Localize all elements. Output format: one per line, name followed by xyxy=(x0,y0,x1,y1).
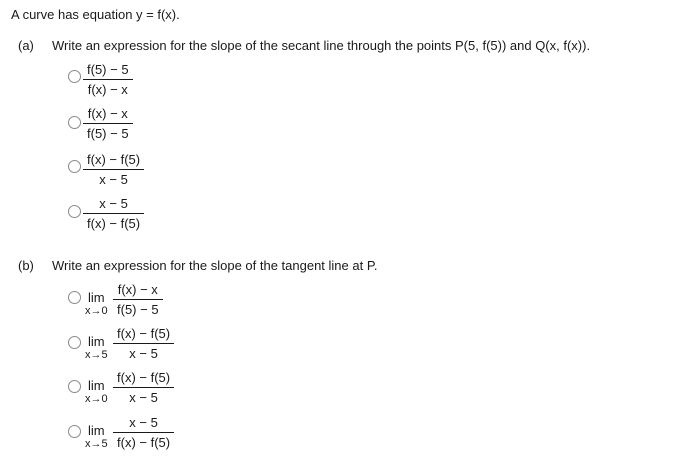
part-a-option-1-fraction xyxy=(83,62,133,97)
fraction-denominator: f(x) − f(5) xyxy=(117,435,171,450)
part-b-question xyxy=(18,258,377,273)
limit-word: lim xyxy=(88,423,105,438)
limit-subscript: x→0 xyxy=(85,393,108,405)
part-a-option-4-radio[interactable] xyxy=(68,205,81,218)
part-b-option-4-fraction xyxy=(113,415,174,450)
part-b-label: (b) xyxy=(18,258,34,273)
limit-word: lim xyxy=(88,290,105,305)
part-b-option-2-limit xyxy=(85,335,108,361)
part-b-prompt: Write an expression for the slope of the tangent line at P. xyxy=(52,258,378,273)
fraction-numerator: f(x) − f(5) xyxy=(87,152,141,167)
part-a-option-4-fraction xyxy=(83,196,144,231)
fraction-numerator: f(x) − x xyxy=(117,282,158,297)
fraction-denominator: x − 5 xyxy=(129,346,158,361)
part-b-option-3-limit xyxy=(85,379,108,405)
intro-text: A curve has equation y = f(x). xyxy=(11,7,180,22)
part-a-label: (a) xyxy=(18,38,34,53)
fraction-denominator: f(x) − f(5) xyxy=(87,216,141,231)
fraction-numerator: f(x) − x xyxy=(87,106,128,121)
part-b-option-2-fraction xyxy=(113,326,174,361)
fraction-denominator: x − 5 xyxy=(129,390,158,405)
part-a-option-3-fraction xyxy=(83,152,144,187)
part-b-option-1-radio[interactable] xyxy=(68,291,81,304)
fraction-numerator: f(x) − f(5) xyxy=(117,370,171,385)
part-a-option-2-fraction xyxy=(83,106,133,141)
part-b-option-3-radio[interactable] xyxy=(68,380,81,393)
limit-subscript: x→0 xyxy=(85,305,108,317)
fraction-denominator: f(5) − 5 xyxy=(87,126,129,141)
fraction-denominator: x − 5 xyxy=(99,172,128,187)
part-a-question xyxy=(18,38,590,53)
part-b-option-4-radio[interactable] xyxy=(68,425,81,438)
part-b-option-1-limit xyxy=(85,291,108,317)
fraction-denominator: f(x) − x xyxy=(87,82,128,97)
fraction-numerator: f(x) − f(5) xyxy=(117,326,171,341)
part-a-prompt: Write an expression for the slope of the secant line through the points P(5, f(5)) and Q(x, f(x)). xyxy=(52,38,591,53)
limit-subscript: x→5 xyxy=(85,349,108,361)
limit-word: lim xyxy=(88,378,105,393)
fraction-denominator: f(5) − 5 xyxy=(117,302,159,317)
limit-subscript: x→5 xyxy=(85,438,108,450)
part-b-option-3-fraction xyxy=(113,370,174,405)
part-a-option-1-radio[interactable] xyxy=(68,70,81,83)
fraction-numerator: x − 5 xyxy=(99,196,128,211)
limit-word: lim xyxy=(88,334,105,349)
fraction-numerator: f(5) − 5 xyxy=(87,62,129,77)
part-b-option-4-limit xyxy=(85,424,108,450)
part-b-option-1-fraction xyxy=(113,282,163,317)
fraction-numerator: x − 5 xyxy=(129,415,158,430)
part-a-option-2-radio[interactable] xyxy=(68,116,81,129)
part-a-option-3-radio[interactable] xyxy=(68,160,81,173)
part-b-option-2-radio[interactable] xyxy=(68,336,81,349)
